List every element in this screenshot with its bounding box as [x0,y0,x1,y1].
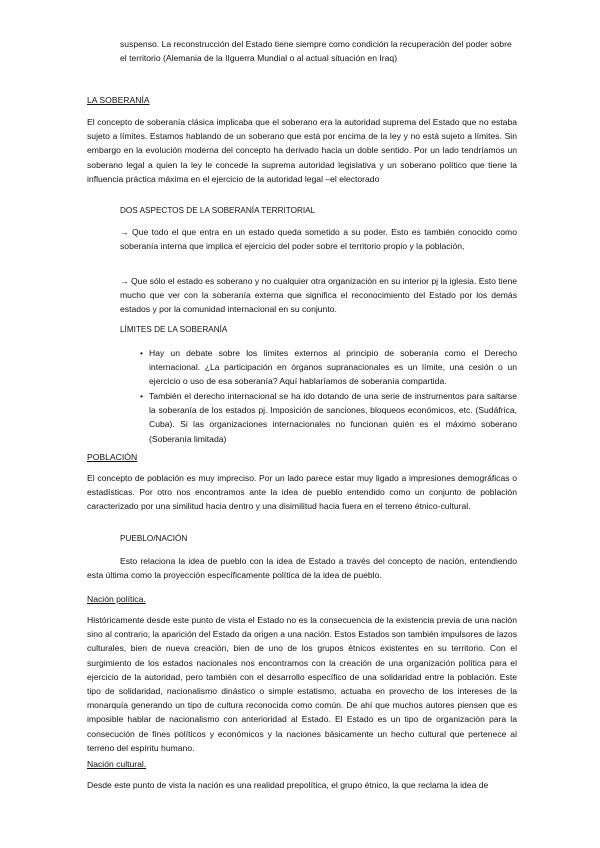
poblacion-heading: POBLACIÓN [87,452,138,462]
nacion-cultural-paragraph: Desde este punto de vista la nación es una realidad prepolítica, el grupo étnico, la que reclama la idea de [87,780,489,790]
aspect-item: → Que todo el que entra en un estado queda sometido a su poder. Esto es también conocido como soberanía interna que implica el ejercicio del poder sobre el territorio propio y la población, [120,227,517,252]
limits-heading: LÍMITES DE LA SOBERANÍA [120,325,228,334]
list-item [140,389,517,446]
bullet-icon: • [140,391,144,401]
bullet-icon: • [140,348,144,358]
list-item [140,346,517,389]
soberania-paragraph: El concepto de soberanía clásica implicaba que el soberano era la autoridad suprema del Estado que no estaba sujeto a límites. Estamos hablando de un soberano que está por encima de la ley y no está sujeto a límites. Sin embargo en la evolución moderna del concepto ha derivado hacia un doble sentido. Por un lado tendríamos un soberano legal a quien la ley le concede la suprema autoridad legislativa y un soberano político que tiene la influencia práctica máxima en el ejercicio de la autoridad legal –el electorado [87,117,517,184]
intro-paragraph: suspenso. La reconstrucción del Estado tiene siempre como condición la recuperación del poder sobre el territorio (Alemania de la IIguerra Mundial o al actual situación en Iraq) [120,39,512,64]
poblacion-paragraph: El concepto de población es muy impreciso. Por un lado parece estar muy ligado a impresiones demográficas o estadísticas. Por otro nos encontramos ante la idea de pueblo entendido como un conjunto de población caracterizado por una similitud hacia dentro y una disimilitud hacia fuera en el terreno étnico-cultural. [87,473,517,512]
aspects-heading: DOS ASPECTOS DE LA SOBERANÍA TERRITORIAL [120,206,316,215]
nacion-cultural-heading: Nación cultural. [87,759,147,769]
pueblo-nacion-paragraph: Esto relaciona la idea de pueblo con la idea de Estado a través del concepto de nación, entendiendo esta última como la proyección específicamente política de la idea de pueblo. [87,556,517,581]
nacion-politica-heading: Nación política. [87,594,146,604]
list-item-text: Hay un debate sobre los límites externos al principio de soberanía como el Derecho internacional. ¿La participación en órganos supranacionales es un límite, una cesión o un ejercicio o uso de esa soberanía? Aquí hablaríamos de soberanía compartida. [149,348,517,387]
soberania-heading: LA SOBERANÍA [87,95,150,105]
aspect-item: → Que sólo el estado es soberano y no cualquier otra organización en su interior pj la iglesia. Esto tiene mucho que ver con la soberanía externa que significa el reconocimiento del Estado por los demás estados y por la comunidad internacional en su conjunto. [120,276,517,315]
list-item-text: También el derecho internacional se ha ido dotando de una serie de instrumentos para saltarse la soberanía de los estados pj. Imposición de sanciones, bloqueos económicos, etc. (Sudáfrica, Cuba). Si las organizaciones internacionales no funcionan quién es el máximo soberano (Soberanía limitada) [149,391,517,444]
pueblo-nacion-heading: PUEBLO/NACIÓN [120,534,188,543]
nacion-politica-paragraph: Históricamente desde este punto de vista el Estado no es la consecuencia de la existencia previa de una nación sino al contrario, la aparición del Estado da origen a una nación. Estos Estados son también impulsores de lazos culturales, bien de nueva creación, bien de uno de los grupos étnicos existentes en su territorio. Con el surgimiento de los estados nacionales nos encontramos con la creación de una organización política para el ejercicio de la autoridad, pero también con el desarrollo específico de una solidaridad entre la población. Este tipo de solidaridad, nacionalismo dinástico o simple estatismo, actuaba en provecho de los intereses de la monarquía generando un tipo de cultura reconocida como común. De ahí que muchos autores piensen que es imposible hablar de nacionalismo con anterioridad al Estado. El Estado es un tipo de organización para la consecución de fines políticos y económicos y la naciones básicamente un hecho cultural que pertenece al terreno del espíritu humano. [87,615,517,753]
